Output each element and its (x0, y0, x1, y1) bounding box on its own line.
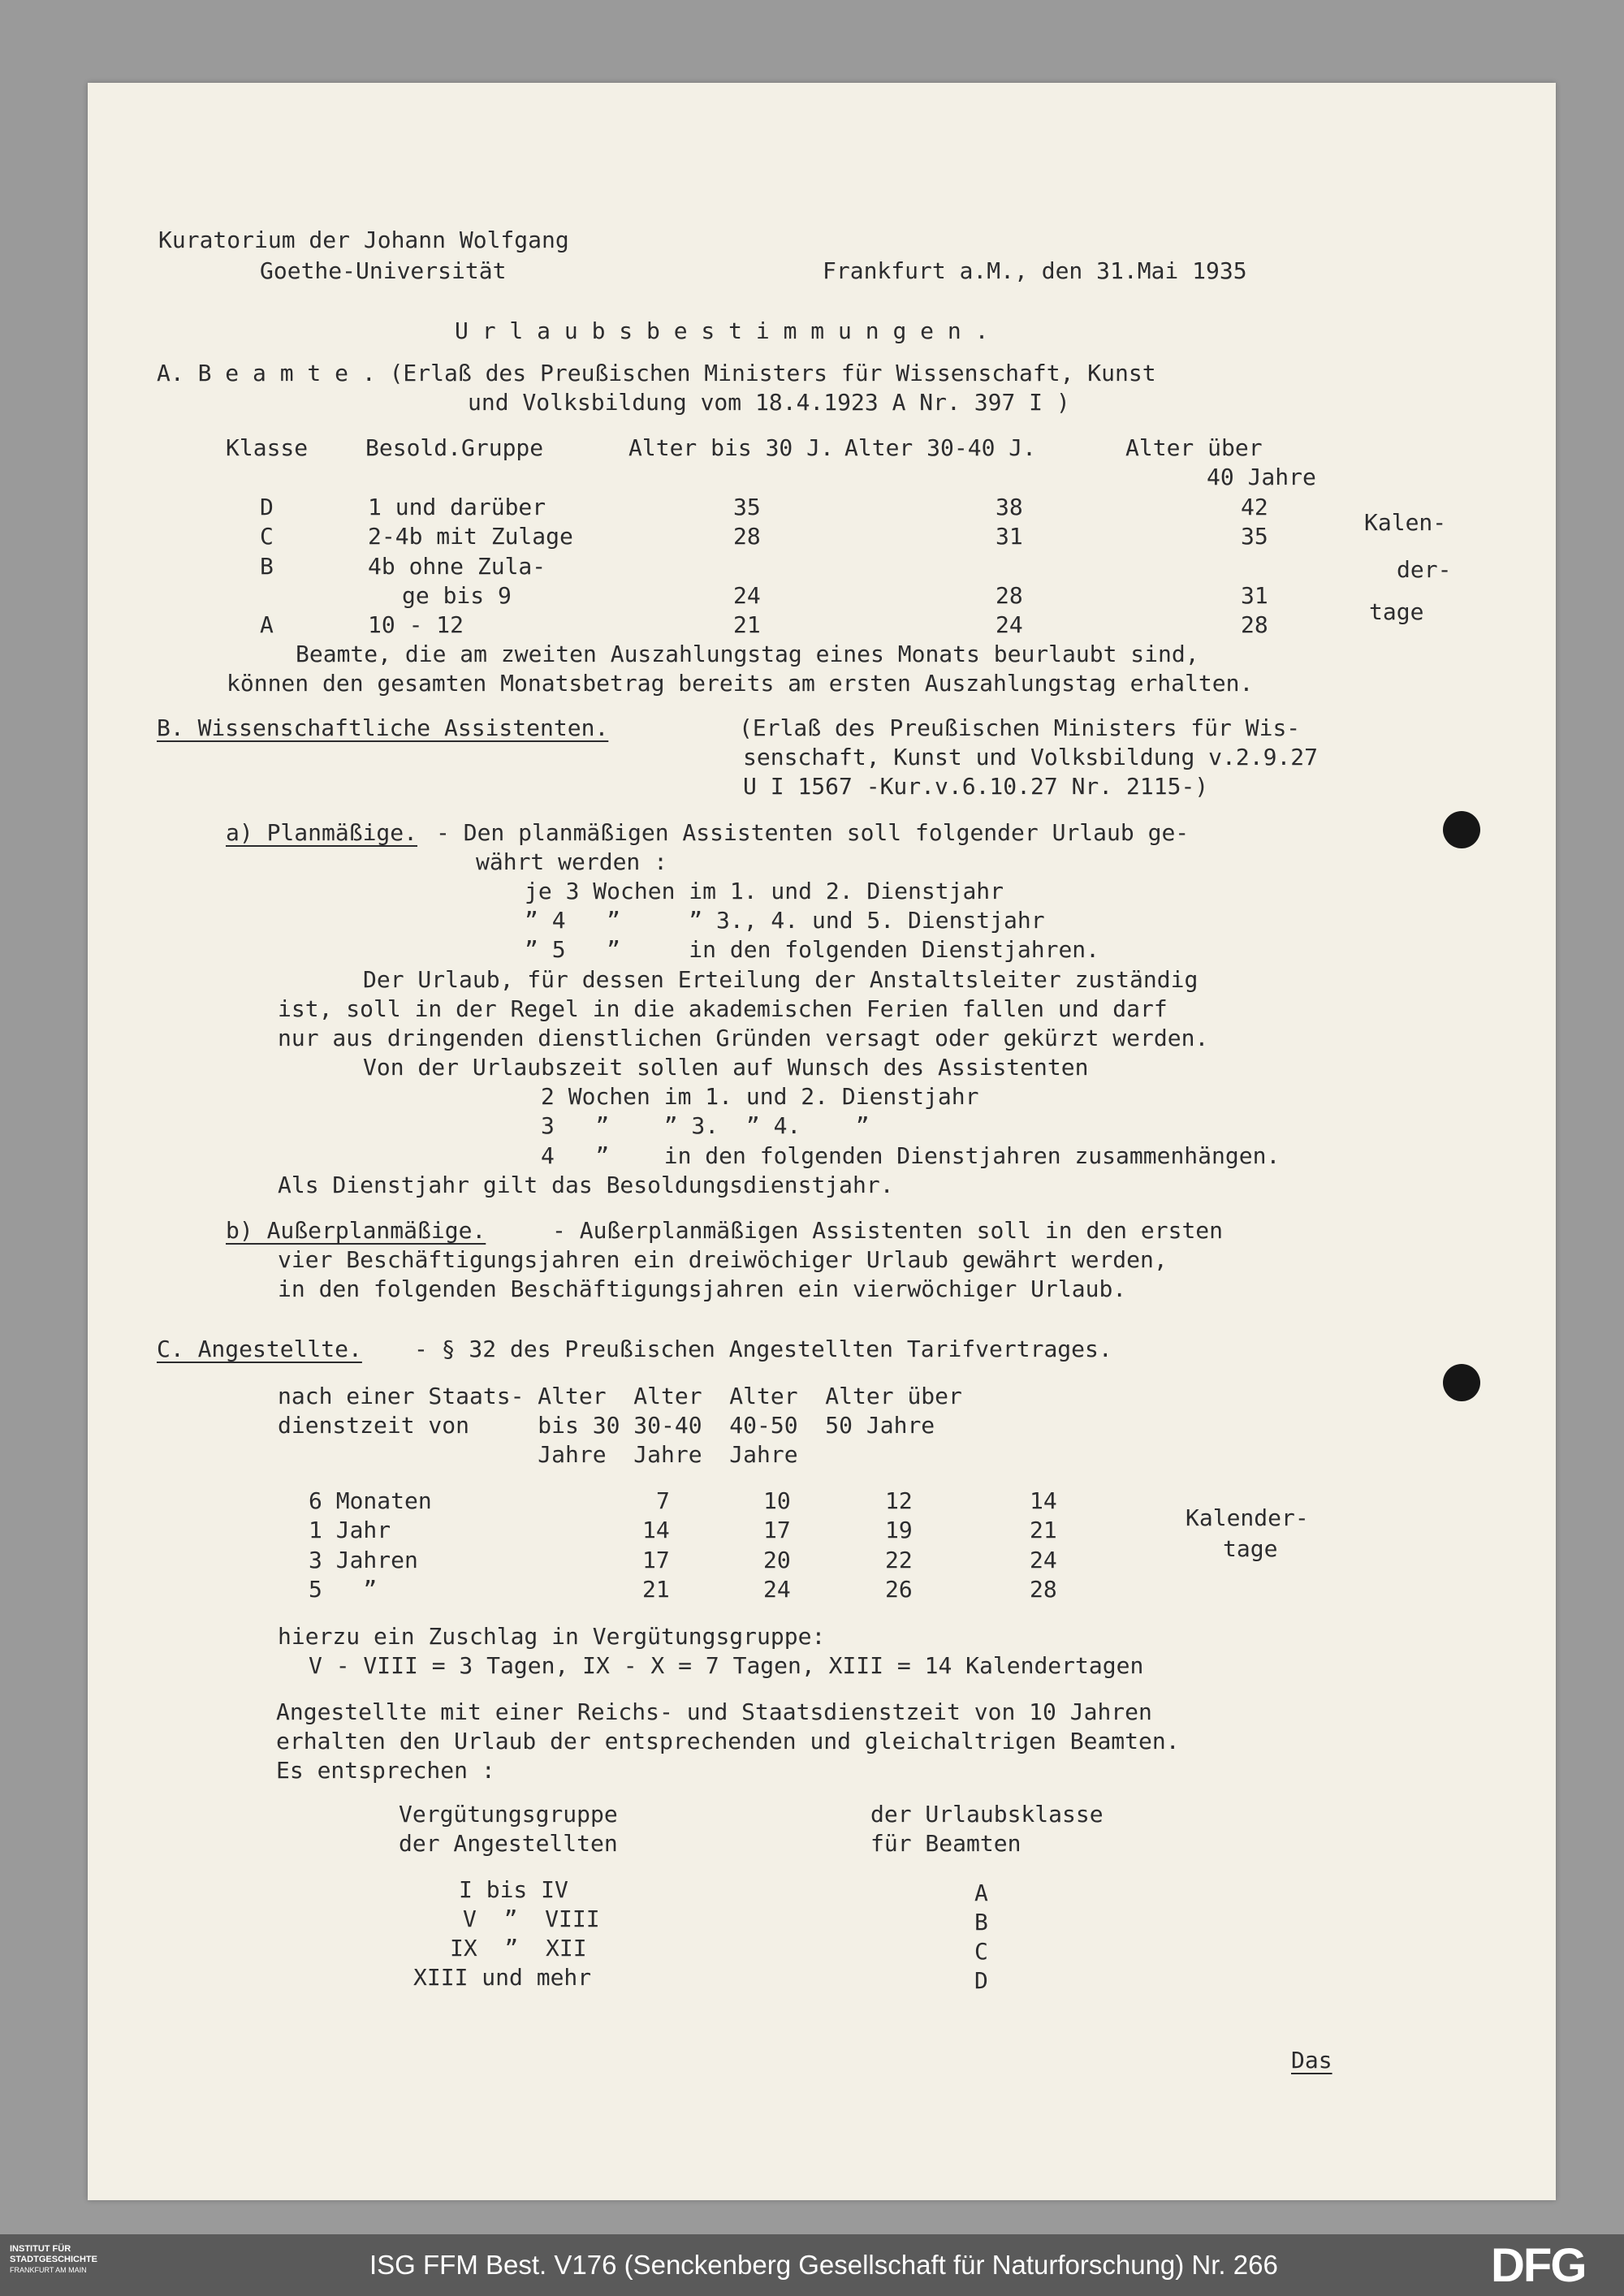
archive-citation: ISG FFM Best. V176 (Senckenberg Gesellschaft für Naturforschung) Nr. 266 (369, 2250, 1278, 2280)
b-a-line: je 3 Wochen im 1. und 2. Dienstjahr (525, 878, 1004, 904)
institution-line-2: Goethe-Universität (260, 257, 507, 284)
c-zuschlag-line-1: hierzu ein Zuschlag in Vergütungsgruppe: (278, 1623, 826, 1650)
a-row-value: 31 (996, 523, 1023, 550)
a-row-value: 21 (733, 611, 761, 638)
a-unit-label: der- (1397, 556, 1452, 583)
b-a-line: 3 ” ” 3. ” 4. ” (541, 1112, 870, 1139)
c-row-value: 19 (885, 1517, 913, 1543)
section-a-heading: A. B e a m t e . (Erlaß des Preußischen Ministers für Wissenschaft, Kunst (157, 360, 1156, 386)
punch-hole (1443, 1364, 1480, 1401)
c-map-left: IX ” XII (450, 1935, 587, 1962)
b-b-line: in den folgenden Beschäftigungsjahren ein vierwöchiger Urlaub. (278, 1275, 1127, 1302)
a-row-gruppe: 4b ohne Zula- (368, 553, 546, 580)
b-a-line: 4 ” in den folgenden Dienstjahren zusammenhängen. (541, 1142, 1281, 1169)
archive-footer (0, 2234, 1624, 2296)
c-map-head-left: der Angestellten (399, 1830, 618, 1857)
c-map-head-left: Vergütungsgruppe (399, 1801, 618, 1828)
c-unit-label: tage (1223, 1535, 1278, 1562)
section-a-heading-cont: und Volksbildung vom 18.4.1923 A Nr. 397 I ) (468, 389, 1070, 416)
c-map-left: I bis IV (459, 1876, 568, 1903)
c-row-value: 14 (1030, 1487, 1057, 1514)
place-date: Frankfurt a.M., den 31.Mai 1935 (823, 257, 1247, 284)
b-a-line: 2 Wochen im 1. und 2. Dienstjahr (541, 1083, 979, 1110)
c-row-value: 28 (1030, 1576, 1057, 1603)
b-a-line: nur aus dringenden dienstlichen Gründen versagt oder gekürzt werden. (278, 1025, 1209, 1051)
a-col-klasse: Klasse (226, 434, 309, 461)
c-table-head: Jahre Jahre Jahre (278, 1441, 798, 1468)
c-table-head: nach einer Staats- Alter Alter Alter Alter über (278, 1383, 962, 1409)
c-row-value: 10 (763, 1487, 791, 1514)
a-row-gruppe-cont: ge bis 9 (402, 582, 512, 609)
c-row-value: 21 (1030, 1517, 1057, 1543)
document-title: U r l a u b s b e s t i m m u n g e n . (455, 317, 989, 344)
a-row-value: 28 (996, 582, 1023, 609)
b-a-line: Als Dienstjahr gilt das Besoldungsdienstjahr. (278, 1172, 894, 1198)
a-row-value: 35 (1241, 523, 1268, 550)
c-table-head: dienstzeit von bis 30 30-40 40-50 50 Jahre (278, 1412, 935, 1439)
c-map-left: XIII und mehr (413, 1964, 592, 1991)
b-a-line: ist, soll in der Regel in die akademischen Ferien fallen und darf (278, 995, 1168, 1022)
section-c-heading: C. Angestellte. (157, 1336, 362, 1362)
a-row-gruppe: 1 und darüber (368, 494, 546, 520)
dfg-logo: DFG (1491, 2239, 1586, 2292)
b-a-line: - Den planmäßigen Assistenten soll folgender Urlaub ge- (436, 819, 1190, 846)
c-map-right: B (974, 1909, 988, 1936)
section-b-ref: (Erlaß des Preußischen Ministers für Wis- (739, 714, 1301, 741)
c-map-head-right: der Urlaubsklasse (870, 1801, 1104, 1828)
c-map-right: C (974, 1938, 988, 1965)
a-row-value: 35 (733, 494, 761, 520)
c-row-value: 12 (885, 1487, 913, 1514)
a-note-line-1: Beamte, die am zweiten Auszahlungstag eines Monats beurlaubt sind, (296, 641, 1199, 667)
a-row-gruppe: 2-4b mit Zulage (368, 523, 573, 550)
c-row-value: 26 (885, 1576, 913, 1603)
c-row-value: 17 (642, 1547, 670, 1573)
c-map-left: V ” VIII (463, 1905, 600, 1932)
c-row-value: 22 (885, 1547, 913, 1573)
a-row-value: 28 (1241, 611, 1268, 638)
b-a-line: währt werden : (476, 848, 668, 875)
a-row-klasse: D (260, 494, 274, 520)
institute-logo: INSTITUT FÜR STADTGESCHICHTE FRANKFURT AM MAIN (10, 2244, 97, 2274)
c-unit-label: Kalender- (1186, 1504, 1309, 1531)
continuation-word: Das (1291, 2047, 1332, 2074)
c-row-value: 24 (763, 1576, 791, 1603)
c-row-value: 24 (1030, 1547, 1057, 1573)
a-unit-label: Kalen- (1364, 509, 1447, 536)
c-row-value: 20 (763, 1547, 791, 1573)
c-equiv-line: erhalten den Urlaub der entsprechenden und gleichaltrigen Beamten. (276, 1728, 1180, 1754)
a-col-age3b: 40 Jahre (1207, 464, 1316, 490)
a-row-klasse: A (260, 611, 274, 638)
institution-line-1: Kuratorium der Johann Wolfgang (158, 227, 569, 253)
section-b-ref: U I 1567 -Kur.v.6.10.27 Nr. 2115-) (743, 773, 1209, 800)
c-row-label: 3 Jahren (309, 1547, 418, 1573)
section-b-heading: B. Wissenschaftliche Assistenten. (157, 714, 609, 741)
c-row-label: 5 ” (309, 1576, 378, 1603)
b-a-line: Von der Urlaubszeit sollen auf Wunsch des Assistenten (363, 1054, 1089, 1081)
c-row-value: 17 (763, 1517, 791, 1543)
document-page (88, 83, 1556, 2200)
a-col-age1: Alter bis 30 J. (628, 434, 834, 461)
a-unit-label: tage (1369, 598, 1424, 625)
c-map-right: A (974, 1880, 988, 1906)
a-col-gruppe: Besold.Gruppe (365, 434, 544, 461)
b-a-line: ” 5 ” in den folgenden Dienstjahren. (525, 936, 1100, 963)
a-note-line-2: können den gesamten Monatsbetrag bereits am ersten Auszahlungstag erhalten. (227, 670, 1254, 697)
c-map-head-right: für Beamten (870, 1830, 1021, 1857)
b-a-label: a) Planmäßige. (226, 819, 418, 846)
b-a-line: ” 4 ” ” 3., 4. und 5. Dienstjahr (525, 907, 1045, 934)
a-row-value: 28 (733, 523, 761, 550)
c-row-value: 14 (642, 1517, 670, 1543)
a-row-gruppe: 10 - 12 (368, 611, 464, 638)
c-row-value: 21 (642, 1576, 670, 1603)
a-row-value: 42 (1241, 494, 1268, 520)
a-col-age3: Alter über (1125, 434, 1263, 461)
c-row-label: 1 Jahr (309, 1517, 391, 1543)
a-row-value: 31 (1241, 582, 1268, 609)
a-row-value: 38 (996, 494, 1023, 520)
c-zuschlag-line-2: V - VIII = 3 Tagen, IX - X = 7 Tagen, XIII = 14 Kalendertagen (309, 1652, 1144, 1679)
a-row-value: 24 (996, 611, 1023, 638)
c-row-value: 7 (656, 1487, 670, 1514)
punch-hole (1443, 811, 1480, 848)
b-b-label: b) Außerplanmäßige. (226, 1217, 486, 1244)
c-map-right: D (974, 1967, 988, 1994)
b-a-line: Der Urlaub, für dessen Erteilung der Anstaltsleiter zuständig (363, 966, 1199, 993)
c-equiv-line: Es entsprechen : (276, 1757, 495, 1784)
section-b-ref: senschaft, Kunst und Volksbildung v.2.9.27 (743, 744, 1319, 770)
a-col-age2: Alter 30-40 J. (844, 434, 1037, 461)
c-equiv-line: Angestellte mit einer Reichs- und Staatsdienstzeit von 10 Jahren (276, 1698, 1152, 1725)
a-row-klasse: B (260, 553, 274, 580)
b-b-line: - Außerplanmäßigen Assistenten soll in den ersten (552, 1217, 1224, 1244)
a-row-value: 24 (733, 582, 761, 609)
a-row-klasse: C (260, 523, 274, 550)
c-row-label: 6 Monaten (309, 1487, 432, 1514)
b-b-line: vier Beschäftigungsjahren ein dreiwöchiger Urlaub gewährt werden, (278, 1246, 1168, 1273)
section-c-heading-rest: - § 32 des Preußischen Angestellten Tarifvertrages. (414, 1336, 1112, 1362)
